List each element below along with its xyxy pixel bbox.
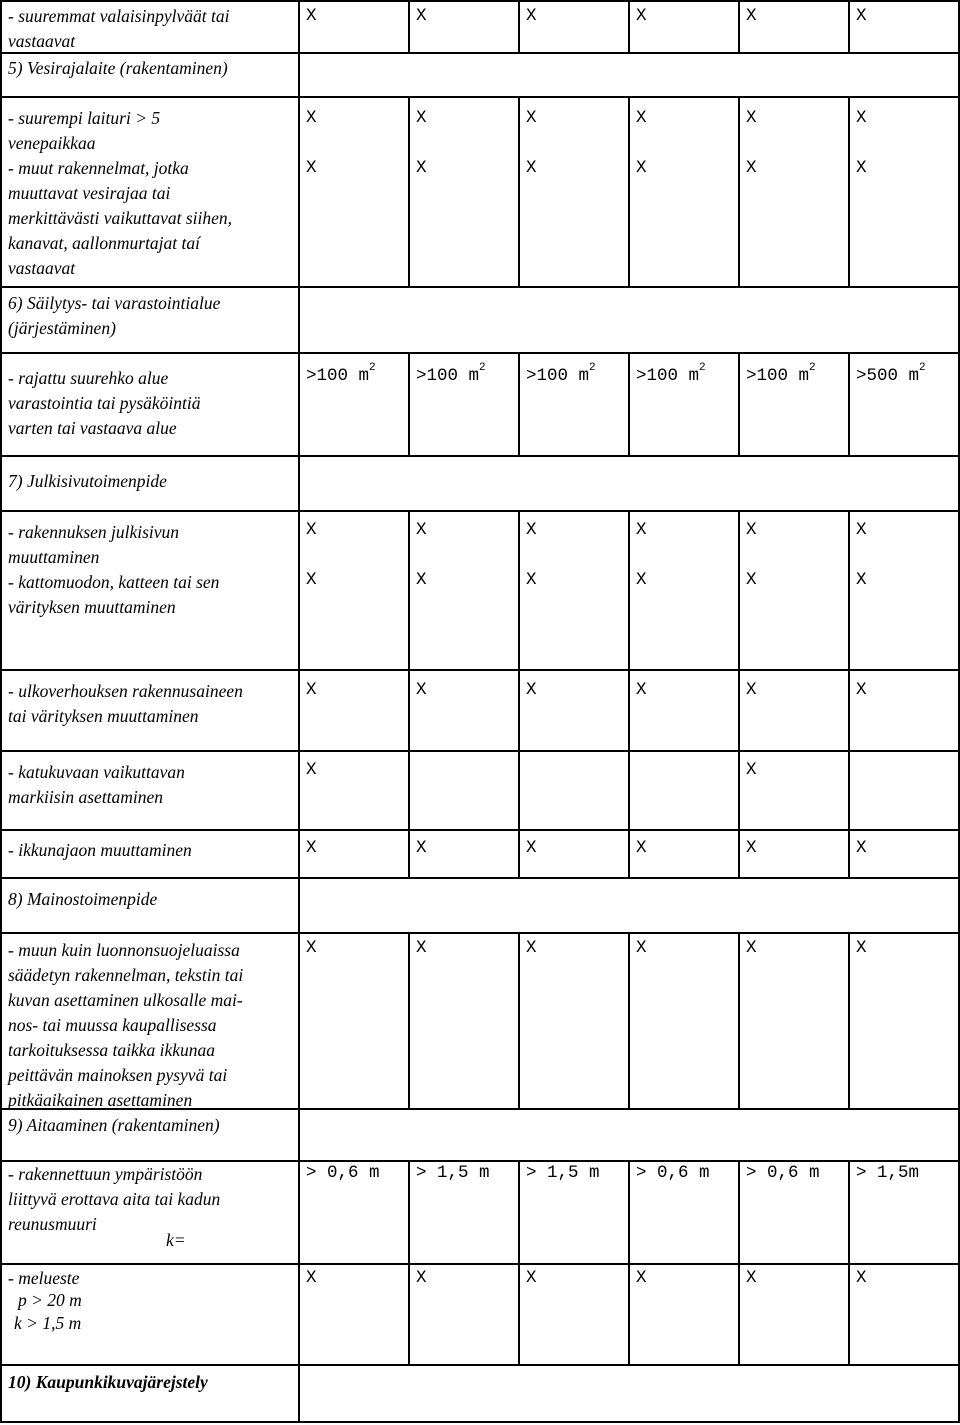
cell-s7c-col2 <box>416 678 427 703</box>
cell-text: X <box>636 6 647 26</box>
cell-s7a-col6 <box>856 518 867 543</box>
section-title-6: 6) Säilytys- tai varastointialue (järjestäminen) <box>8 293 221 338</box>
cell-s5b-col6 <box>856 156 867 181</box>
cell-s5a-col4 <box>636 106 647 131</box>
cell-s7e-col2 <box>416 836 427 861</box>
row-label-s5b: - muut rakennelmat, jotka muuttavat vesirajaa tai merkittävästi vaikuttavat siihen, kanavat, aallonmurtajat taí vastaavat <box>8 158 233 278</box>
row-divider <box>0 932 960 934</box>
cell-text: X <box>306 520 317 540</box>
cell-text: X <box>636 680 647 700</box>
cell-text: X <box>416 6 427 26</box>
cell-text: X <box>416 938 427 958</box>
row-sublabel-k: k= <box>166 1230 186 1250</box>
cell-text: X <box>746 938 757 958</box>
value-col-divider <box>518 352 520 457</box>
cell-text: X <box>856 6 867 26</box>
row-divider <box>0 510 960 512</box>
value-col-divider <box>848 750 850 831</box>
cell-text: > 0,6 m <box>306 1163 380 1183</box>
cell-s7b-col2 <box>416 568 427 593</box>
cell-s7a-col4 <box>636 518 647 543</box>
cell-text: X <box>856 680 867 700</box>
value-col-divider <box>848 669 850 752</box>
superscript: 2 <box>479 362 486 374</box>
cell-text: X <box>526 838 537 858</box>
value-col-divider <box>518 510 520 671</box>
cell-s7b-col1 <box>306 568 317 593</box>
row-divider <box>0 455 960 457</box>
cell-text: X <box>306 1268 317 1288</box>
cell-text: X <box>306 6 317 26</box>
cell-s5a-col1 <box>306 106 317 131</box>
cell-text: X <box>416 680 427 700</box>
cell-s9b-col4 <box>636 1266 647 1291</box>
cell-text: > 1,5m <box>856 1163 920 1183</box>
cell-s9b-col3 <box>526 1266 537 1291</box>
cell-text: X <box>856 520 867 540</box>
value-col-divider <box>628 1263 630 1366</box>
value-col-divider <box>518 96 520 288</box>
cell-text: X <box>636 108 647 128</box>
value-col-divider <box>408 352 410 457</box>
value-col-divider <box>628 0 630 54</box>
value-col-divider <box>738 96 740 288</box>
cell-s7b-col5 <box>746 568 757 593</box>
section-title-7: 7) Julkisivutoimenpide <box>8 471 167 491</box>
cell-text: X <box>636 520 647 540</box>
value-col-divider <box>628 669 630 752</box>
cell-s7c-col1 <box>306 678 317 703</box>
value-col-divider <box>628 96 630 288</box>
value-col-divider <box>408 0 410 54</box>
value-col-divider <box>408 510 410 671</box>
cell-s6a-col3 <box>526 364 596 389</box>
value-col-divider <box>408 1160 410 1265</box>
value-col-divider <box>628 829 630 879</box>
value-col-divider <box>738 0 740 54</box>
cell-text: X <box>856 1268 867 1288</box>
cell-text: >100 m <box>306 366 370 386</box>
cell-text: X <box>856 838 867 858</box>
cell-text: X <box>416 158 427 178</box>
cell-text: X <box>526 108 537 128</box>
value-col-divider <box>738 750 740 831</box>
value-col-divider <box>628 352 630 457</box>
row-divider <box>0 352 960 354</box>
cell-s9a-col6 <box>856 1161 919 1186</box>
cell-s7c-col3 <box>526 678 537 703</box>
cell-text: X <box>416 1268 427 1288</box>
cell-text: X <box>636 838 647 858</box>
section-title-8: 8) Mainostoimenpide <box>8 889 158 909</box>
cell-text: X <box>746 108 757 128</box>
row-divider <box>0 96 960 98</box>
value-col-divider <box>518 829 520 879</box>
section-title-9: 9) Aitaaminen (rakentaminen) <box>8 1115 220 1135</box>
value-col-divider <box>408 932 410 1110</box>
value-col-divider <box>738 669 740 752</box>
cell-text: X <box>746 680 757 700</box>
cell-text: >100 m <box>636 366 700 386</box>
cell-text: X <box>526 680 537 700</box>
row-divider <box>0 829 960 831</box>
cell-text: X <box>306 158 317 178</box>
cell-s5b-col2 <box>416 156 427 181</box>
cell-text: X <box>416 570 427 590</box>
cell-text: X <box>636 1268 647 1288</box>
row-label-s0: - suuremmat valaisinpylväät tai vastaavat <box>8 6 230 51</box>
value-col-divider <box>628 750 630 831</box>
cell-text: X <box>746 838 757 858</box>
cell-text: X <box>526 158 537 178</box>
row-divider <box>0 1263 960 1265</box>
cell-s7c-col5 <box>746 678 757 703</box>
cell-s7b-col6 <box>856 568 867 593</box>
value-col-divider <box>848 96 850 288</box>
cell-s5b-col3 <box>526 156 537 181</box>
superscript: 2 <box>369 362 376 374</box>
superscript: 2 <box>919 362 926 374</box>
col-divider <box>298 0 300 1423</box>
cell-text: >100 m <box>526 366 590 386</box>
row-divider <box>0 669 960 671</box>
cell-s8a-col4 <box>636 936 647 961</box>
cell-s7c-col6 <box>856 678 867 703</box>
cell-text: X <box>746 6 757 26</box>
cell-s7b-col3 <box>526 568 537 593</box>
superscript: 2 <box>699 362 706 374</box>
section-title-10: 10) Kaupunkikuvajärejstely <box>8 1372 208 1392</box>
cell-s8a-col1 <box>306 936 317 961</box>
value-col-divider <box>518 750 520 831</box>
superscript: 2 <box>589 362 596 374</box>
value-col-divider <box>848 510 850 671</box>
cell-s0-col3 <box>526 4 537 29</box>
row-label-s7e: - ikkunajaon muuttaminen <box>8 840 192 860</box>
value-col-divider <box>408 829 410 879</box>
cell-s6a-col1 <box>306 364 376 389</box>
cell-s0-col2 <box>416 4 427 29</box>
value-col-divider <box>408 750 410 831</box>
cell-text: X <box>416 838 427 858</box>
cell-text: >100 m <box>416 366 480 386</box>
cell-s6a-col2 <box>416 364 486 389</box>
cell-text: X <box>746 760 757 780</box>
row-label-s7b: - kattomuodon, katteen tai sen värityksen muuttaminen <box>8 572 220 617</box>
cell-text: X <box>636 570 647 590</box>
cell-text: X <box>526 570 537 590</box>
cell-s7c-col4 <box>636 678 647 703</box>
cell-s5a-col2 <box>416 106 427 131</box>
superscript: 2 <box>809 362 816 374</box>
cell-s7e-col1 <box>306 836 317 861</box>
cell-text: > 0,6 m <box>746 1163 820 1183</box>
cell-text: X <box>856 158 867 178</box>
cell-text: X <box>526 520 537 540</box>
value-col-divider <box>848 829 850 879</box>
value-col-divider <box>518 1160 520 1265</box>
cell-s9b-col2 <box>416 1266 427 1291</box>
value-col-divider <box>408 96 410 288</box>
value-col-divider <box>848 1263 850 1366</box>
cell-text: X <box>416 520 427 540</box>
cell-s9a-col3 <box>526 1161 600 1186</box>
cell-text: X <box>746 570 757 590</box>
cell-text: X <box>746 1268 757 1288</box>
row-sublabel-k2: k > 1,5 m <box>14 1313 82 1333</box>
cell-text: > 1,5 m <box>416 1163 490 1183</box>
value-col-divider <box>848 352 850 457</box>
row-divider <box>0 286 960 288</box>
cell-s7e-col5 <box>746 836 757 861</box>
cell-s0-col6 <box>856 4 867 29</box>
value-col-divider <box>738 510 740 671</box>
cell-s9a-col1 <box>306 1161 380 1186</box>
cell-text: X <box>306 570 317 590</box>
cell-text: > 1,5 m <box>526 1163 600 1183</box>
cell-s7b-col4 <box>636 568 647 593</box>
cell-s7d-col1 <box>306 758 317 783</box>
value-col-divider <box>738 829 740 879</box>
value-col-divider <box>628 510 630 671</box>
cell-text: X <box>856 108 867 128</box>
row-label-s7a: - rakennuksen julkisivun muuttaminen <box>8 522 180 567</box>
cell-s5b-col4 <box>636 156 647 181</box>
cell-s9a-col2 <box>416 1161 490 1186</box>
row-divider <box>0 1421 960 1423</box>
cell-s9a-col4 <box>636 1161 710 1186</box>
cell-text: X <box>416 108 427 128</box>
cell-s7a-col5 <box>746 518 757 543</box>
row-label-s7c: - ulkoverhouksen rakennusaineen tai värityksen muuttaminen <box>8 681 243 726</box>
cell-s7a-col1 <box>306 518 317 543</box>
value-col-divider <box>738 1263 740 1366</box>
value-col-divider <box>518 1263 520 1366</box>
cell-text: >100 m <box>746 366 810 386</box>
cell-s5b-col1 <box>306 156 317 181</box>
cell-s6a-col4 <box>636 364 706 389</box>
cell-text: X <box>856 570 867 590</box>
cell-s6a-col6 <box>856 364 926 389</box>
cell-text: X <box>526 1268 537 1288</box>
col-divider <box>0 0 2 1423</box>
cell-s7a-col3 <box>526 518 537 543</box>
cell-s8a-col5 <box>746 936 757 961</box>
cell-s9b-col1 <box>306 1266 317 1291</box>
cell-text: >500 m <box>856 366 920 386</box>
row-label-s6a: - rajattu suurehko alue varastointia tai pysäköintiä varten tai vastaava alue <box>8 368 201 438</box>
row-divider <box>0 877 960 879</box>
row-label-s9b: - melueste <box>8 1268 80 1288</box>
cell-text: X <box>306 938 317 958</box>
cell-s5b-col5 <box>746 156 757 181</box>
cell-text: X <box>746 158 757 178</box>
cell-s5a-col6 <box>856 106 867 131</box>
cell-text: X <box>636 158 647 178</box>
row-divider <box>0 0 960 2</box>
value-col-divider <box>408 669 410 752</box>
value-col-divider <box>848 932 850 1110</box>
cell-s8a-col6 <box>856 936 867 961</box>
value-col-divider <box>518 669 520 752</box>
cell-s6a-col5 <box>746 364 816 389</box>
row-label-s9a: - rakennettuun ympäristöön liittyvä erottava aita tai kadun reunusmuuri <box>8 1164 221 1234</box>
cell-s7e-col6 <box>856 836 867 861</box>
cell-text: > 0,6 m <box>636 1163 710 1183</box>
row-sublabel-p: p > 20 m <box>18 1290 82 1310</box>
value-col-divider <box>518 932 520 1110</box>
cell-text: X <box>306 838 317 858</box>
cell-s9a-col5 <box>746 1161 820 1186</box>
cell-text: X <box>636 938 647 958</box>
value-col-divider <box>738 352 740 457</box>
cell-s7e-col3 <box>526 836 537 861</box>
cell-text: X <box>306 760 317 780</box>
cell-text: X <box>526 6 537 26</box>
row-divider <box>0 1364 960 1366</box>
value-col-divider <box>848 1160 850 1265</box>
cell-text: X <box>306 108 317 128</box>
cell-s5a-col3 <box>526 106 537 131</box>
cell-s7a-col2 <box>416 518 427 543</box>
cell-text: X <box>306 680 317 700</box>
cell-s9b-col5 <box>746 1266 757 1291</box>
row-label-s8a: - muun kuin luonnonsuojeluaissa säädetyn rakennelman, tekstin tai kuvan asettaminen ulkosalle mai- nos- tai muussa kaupallisessa tarkoituksessa taikka ikkunaa peittävän mainoksen pysyvä tai pitkäaikainen asettaminen <box>8 940 244 1110</box>
cell-text: X <box>526 938 537 958</box>
value-col-divider <box>518 0 520 54</box>
cell-s5a-col5 <box>746 106 757 131</box>
cell-s0-col4 <box>636 4 647 29</box>
cell-s0-col5 <box>746 4 757 29</box>
cell-s8a-col3 <box>526 936 537 961</box>
row-label-s7d: - katukuvaan vaikuttavan markiisin asettaminen <box>8 762 185 807</box>
cell-text: X <box>856 938 867 958</box>
value-col-divider <box>848 0 850 54</box>
row-label-s5a: - suurempi laituri > 5 venepaikkaa <box>8 108 161 153</box>
cell-s7e-col4 <box>636 836 647 861</box>
section-title-5: 5) Vesirajalaite (rakentaminen) <box>8 58 228 78</box>
value-col-divider <box>738 1160 740 1265</box>
cell-s8a-col2 <box>416 936 427 961</box>
value-col-divider <box>408 1263 410 1366</box>
cell-s0-col1 <box>306 4 317 29</box>
value-col-divider <box>628 932 630 1110</box>
row-divider <box>0 750 960 752</box>
value-col-divider <box>738 932 740 1110</box>
cell-text: X <box>746 520 757 540</box>
cell-s7d-col5 <box>746 758 757 783</box>
value-col-divider <box>628 1160 630 1265</box>
cell-s9b-col6 <box>856 1266 867 1291</box>
